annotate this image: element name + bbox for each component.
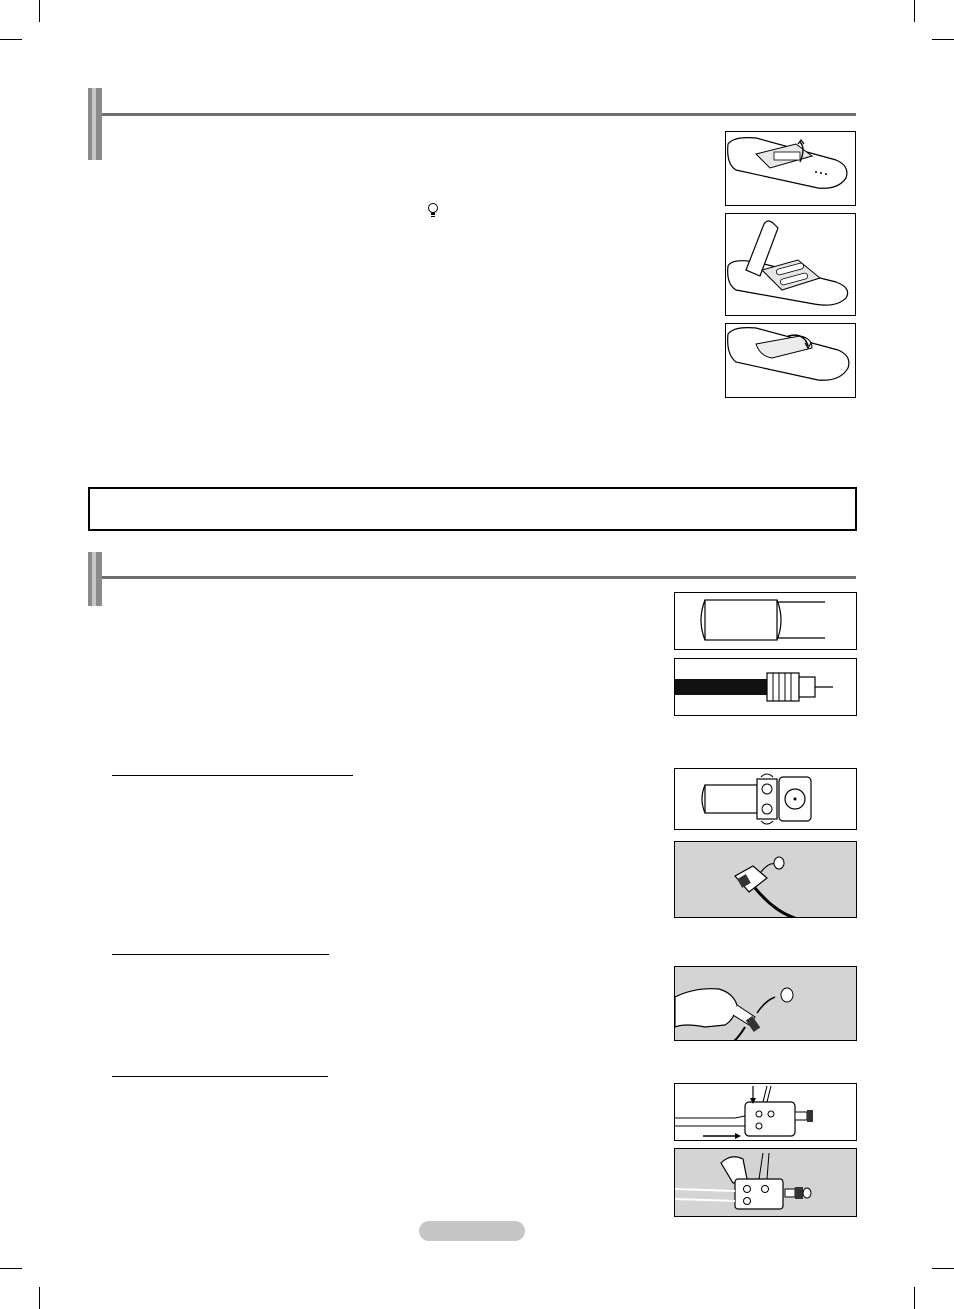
lightbulb-note-icon <box>426 202 440 218</box>
crop-mark <box>932 39 954 40</box>
cable-adapter-figure <box>674 768 857 830</box>
page-number-pill <box>419 1221 525 1241</box>
remote-battery-insert-figure <box>725 213 856 316</box>
crop-mark <box>39 0 40 22</box>
crop-mark <box>932 1268 954 1269</box>
remote-cover-close-figure <box>725 323 856 398</box>
subheading-underline <box>112 954 329 955</box>
subheading-underline <box>112 1076 328 1077</box>
section-rule <box>102 113 856 116</box>
section-marker-highlight <box>92 88 96 160</box>
combiner-plug-figure <box>674 1148 857 1217</box>
antenna-plug-figure <box>674 841 857 918</box>
section-rule <box>102 576 856 579</box>
crop-mark <box>0 1268 22 1269</box>
crop-mark <box>914 1287 915 1309</box>
vhf-uhf-combiner-figure <box>674 1083 857 1141</box>
hand-plug-figure <box>674 966 857 1041</box>
flat-cable-figure <box>674 592 857 650</box>
note-box <box>88 487 857 531</box>
crop-mark <box>0 39 22 40</box>
crop-mark <box>914 0 915 22</box>
section-marker-highlight <box>92 552 96 606</box>
crop-mark <box>39 1287 40 1309</box>
subheading-underline <box>112 775 353 776</box>
remote-cover-open-figure <box>725 131 856 206</box>
coax-cable-figure <box>674 658 857 716</box>
